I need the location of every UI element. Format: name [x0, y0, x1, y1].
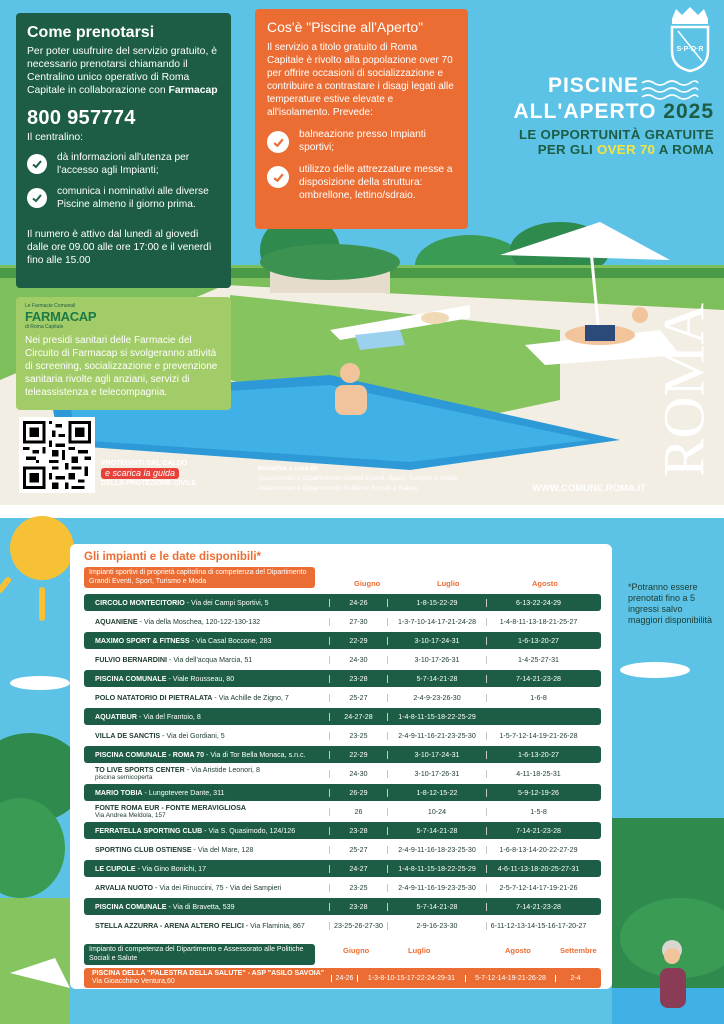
farmacap-text: Nei presidi sanitari delle Farmacie del Circuito di Farmacap si svolgeranno attività di screening, socializzazione e prevenzione sanitaria rivolte agli anziani, servizi di teleassistenza e telecompagnia.: [25, 335, 218, 398]
june-dates: 23-28: [329, 675, 387, 683]
june-dates: 25-27: [329, 846, 387, 854]
header2-july: Luglio: [408, 946, 431, 955]
organizers-title: Iniziativa a cura di:: [258, 465, 319, 472]
july-dates: 1-8-12-15-22: [387, 789, 486, 797]
table-row: [84, 727, 601, 744]
farmacap-card: [16, 297, 231, 410]
category-social-label: Impianto di competenza del Dipartimento e Assessorato alle Politiche Sociali e Salute: [84, 944, 315, 965]
venue-name: MARIO TOBIA - Lungotevere Dante, 311: [95, 788, 225, 797]
june-dates: 23-25: [329, 732, 387, 740]
what-title: Cos'è "Piscine all'Aperto": [267, 19, 424, 35]
june-dates: 24-30: [329, 770, 387, 778]
august-dates: 1-5-8: [486, 808, 590, 816]
july-dates: 2-4-9-11-16-18-23-25-30: [387, 846, 486, 854]
table-row: [84, 803, 601, 820]
table-row: [84, 613, 601, 630]
footnote: *Potranno essere prenotati fino a 5 ingressi salvo maggiori disponibilità: [628, 582, 713, 625]
how-intro: Per poter usufruire del servizio gratuito, è necessario prenotarsi chiamando il Centralino unico operativo di Roma Capitale in collaborazione con Farmacap: [27, 46, 218, 96]
table-row: [84, 765, 601, 782]
organizers: [258, 464, 508, 494]
july-dates: 3-10-17-26-31: [387, 770, 486, 778]
table-row: [84, 860, 601, 877]
title-line3: LE OPPORTUNITÀ GRATUITE: [518, 127, 714, 142]
june-dates: 23-28: [329, 903, 387, 911]
table-row: [84, 708, 601, 725]
table-row: [84, 632, 601, 649]
venue-name: LE CUPOLE - Via Gino Bonichi, 17: [95, 864, 207, 873]
venue-name: CIRCOLO MONTECITORIO - Via dei Campi Sportivi, 5: [95, 598, 269, 607]
check-icon: [27, 154, 47, 174]
september-dates: 2-4: [555, 975, 595, 982]
how-item: comunica i nominativi alle diverse Piscine almeno il giorno prima.: [27, 185, 220, 211]
schedule-table: [70, 544, 612, 989]
guide-line3: DELLA PROTEZIONE CIVILE: [101, 480, 197, 487]
june-dates: 24-26: [329, 599, 387, 607]
flyer-back: [0, 518, 724, 1024]
title-line2: ALL'APERTO 2025: [513, 100, 714, 123]
july-dates: 5-7-14-21-28: [387, 675, 486, 683]
july-dates: 3-10-17-26-31: [387, 656, 486, 664]
table-row: [84, 968, 601, 988]
july-dates: 5-7-14-21-28: [387, 903, 486, 911]
venue-name: AQUANIENE - Via della Moschea, 120-122-130-132: [95, 617, 261, 626]
july-dates: 1-3-8-10-15-17-22-24-29-31: [357, 975, 465, 982]
table-row: [84, 841, 601, 858]
roma-crest-icon: [666, 5, 714, 73]
june-dates: 27-30: [329, 618, 387, 626]
title-line1: PISCINE: [547, 74, 639, 97]
table-row: [84, 651, 601, 668]
table-row: [84, 746, 601, 763]
check-icon: [267, 166, 289, 188]
june-dates: 25-27: [329, 694, 387, 702]
venue-name: STELLA AZZURRA - ARENA ALTERO FELICI - Via Flaminia, 867: [95, 921, 305, 930]
june-dates: 26-29: [329, 789, 387, 797]
july-dates: 1-3-7-10-14-17-21-24-28: [387, 618, 486, 626]
how-item: dà informazioni all'utenza per l'accesso agli Impianti;: [27, 151, 220, 177]
june-dates: 24-27: [329, 865, 387, 873]
august-dates: 6-13-22-24-29: [486, 599, 590, 607]
table-title: Gli impianti e le date disponibili*: [84, 551, 261, 563]
header2-september: Settembre: [560, 946, 597, 955]
july-dates: 10-24: [387, 808, 486, 816]
svg-text:ROMA: ROMA: [651, 302, 717, 478]
august-dates: 7-14-21-23-28: [486, 903, 590, 911]
website-link[interactable]: WWW.COMUNE.ROMA.IT: [532, 483, 646, 494]
venue-name: PISCINA COMUNALE - Via di Bravetta, 539: [95, 902, 235, 911]
what-item: balneazione presso Impianti sportivi;: [267, 128, 456, 154]
venue-name: MAXIMO SPORT & FITNESS - Via Casal Boccone, 283: [95, 636, 272, 645]
august-dates: 6-11-12-13-14-15-16-17-20-27: [486, 922, 590, 930]
how-hours: Il numero è attivo dal lunedì al giovedì dalle ore 09.00 alle ore 17:00 e il venerdì fino alle 15.00: [27, 229, 212, 266]
july-dates: 1-4-8-11-15-18-22-25-29: [387, 713, 486, 721]
july-dates: 1-4-8-11-15-18-22-25-29: [387, 865, 486, 873]
table-row: [84, 822, 601, 839]
june-dates: 24-26: [331, 975, 357, 982]
august-dates: 1-6-8: [486, 694, 590, 702]
table-row: [84, 670, 601, 687]
how-title: Come prenotarsi: [27, 24, 155, 41]
venue-name: FERRATELLA SPORTING CLUB - Via S. Quasimodo, 124/126: [95, 826, 296, 835]
august-dates: 7-14-21-23-28: [486, 675, 590, 683]
venue-name: PISCINA DELLA "PALESTRA DELLA SALUTE" - ASP "ASILO SAVOIA" Via Gioacchino Ventura,60: [92, 970, 325, 985]
table-row: [84, 917, 601, 934]
june-dates: 22-29: [329, 637, 387, 645]
july-dates: 2-4-9-11-16-21-23-25-30: [387, 732, 486, 740]
venue-name: PISCINA COMUNALE - Viale Rousseau, 80: [95, 674, 235, 683]
qr-code[interactable]: [19, 417, 95, 493]
phone-number[interactable]: 800 957774: [27, 107, 136, 129]
venue-name: VILLA DE SANCTIS - Via dei Gordiani, 5: [95, 731, 225, 740]
venue-name: AQUATIBUR - Via del Frantoio, 8: [95, 712, 201, 721]
how-to-book-card: [16, 13, 231, 288]
august-dates: 7-14-21-23-28: [486, 827, 590, 835]
venue-name: FONTE ROMA EUR - FONTE MERAVIGLIOSA Via Andrea Meldola, 157: [95, 803, 246, 819]
august-dates: 1-6-13-20-27: [486, 637, 590, 645]
june-dates: 24-27-28: [329, 713, 387, 721]
june-dates: 26: [329, 808, 387, 816]
august-dates: 1-4-8-11-13-18-21-25-27: [486, 618, 590, 626]
farmacap-top-small: Le Farmacie Comunali: [25, 303, 76, 309]
farmacap-logo: FARMACAP: [25, 309, 97, 324]
what-text: Il servizio a titolo gratuito di Roma Capitale è rivolto alla popolazione over 70 per offrire occasioni di socializzazione e contribuire a contrastare i disagi legati alle temperature estive elevate e all'isolamento. Prevede:: [267, 42, 454, 118]
roma-vertical-title: [651, 285, 720, 495]
august-dates: 1-4-25-27-31: [486, 656, 590, 664]
check-icon: [267, 131, 289, 153]
how-label: Il centralino:: [27, 132, 84, 143]
table-rows: [84, 594, 601, 934]
table-row: [84, 689, 601, 706]
august-dates: 4-11-18-25-31: [486, 770, 590, 778]
july-dates: 3-10-17-24-31: [387, 637, 486, 645]
august-dates: 5-7-12-14-19-21-26-28: [465, 975, 555, 982]
what-is-card: [255, 9, 468, 229]
table-row: [84, 898, 601, 915]
what-item: utilizzo delle attrezzature messe a disposizione della struttura: ombrellone, lettino/sdraio.: [267, 163, 456, 202]
june-dates: 24-30: [329, 656, 387, 664]
check-icon: [27, 188, 47, 208]
venue-name: PISCINA COMUNALE - ROMA 70 - Via di Tor Bella Monaca, s.n.c.: [95, 750, 306, 759]
venue-name: ARVALIA NUOTO - Via dei Rinuccini, 75 - Via dei Sampieri: [95, 883, 282, 892]
flyer-front: [0, 0, 724, 505]
guide-link[interactable]: e scarica la guida: [101, 468, 179, 479]
header-august: Agosto: [532, 579, 558, 588]
venue-name: TO LIVE SPORTS CENTER - Via Aristide Leonori, 8 piscina semicoperta: [95, 765, 260, 781]
farmacap-bottom-small: di Roma Capitale: [25, 324, 64, 330]
july-dates: 3-10-17-24-31: [387, 751, 486, 759]
august-dates: 1-6-8-13-14-20-22-27-29: [486, 846, 590, 854]
table-row: [84, 879, 601, 896]
july-dates: 2-9-16-23-30: [387, 922, 486, 930]
july-dates: 5-7-14-21-28: [387, 827, 486, 835]
organizer-line: Assessorato e Dipartimento Grandi Eventi, Sport, Turismo e Moda: [258, 475, 458, 482]
august-dates: 5-9-12-19-26: [486, 789, 590, 797]
header-july: Luglio: [437, 579, 460, 588]
guide-line1: PROTEGGITI DAL CALDO: [101, 460, 188, 467]
category-sport-label: Impianti sportivi di proprietà capitolina di competenza del Dipartimento Grandi Eventi, Sport, Turismo e Moda: [84, 567, 315, 588]
table-row: [84, 784, 601, 801]
table-row: [84, 594, 601, 611]
august-dates: 1-6-13-20-27: [486, 751, 590, 759]
july-dates: 2-4-9-11-16-19-23-25-30: [387, 884, 486, 892]
august-dates: 1-5-7-12-14-19-21-26-28: [486, 732, 590, 740]
header2-august: Agosto: [505, 946, 531, 955]
title-line4: PER GLI OVER 70 A ROMA: [537, 142, 714, 157]
header-june: Giugno: [354, 579, 381, 588]
venue-name: POLO NATATORIO DI PIETRALATA - Via Achille de Zigno, 7: [95, 693, 289, 702]
june-dates: 23-25-26-27-30: [329, 922, 387, 930]
venue-name: SPORTING CLUB OSTIENSE - Via del Mare, 128: [95, 845, 254, 854]
august-dates: 2-5-7-12-14-17-19-21-26: [486, 884, 590, 892]
june-dates: 22-29: [329, 751, 387, 759]
june-dates: 23-25: [329, 884, 387, 892]
civil-protection-guide[interactable]: [101, 459, 213, 488]
header2-june: Giugno: [343, 946, 370, 955]
organizer-line: Assessorato e Dipartimento Politiche Sociali e Salute: [258, 485, 418, 492]
july-dates: 1-8-15-22-29: [387, 599, 486, 607]
june-dates: 23-28: [329, 827, 387, 835]
svg-text:S·P·Q·R: S·P·Q·R: [676, 46, 704, 53]
waves-icon: [640, 78, 700, 102]
august-dates: 4-6-11-13-18-20-25-27-31: [486, 865, 590, 873]
july-dates: 2-4-9-23-26-30: [387, 694, 486, 702]
venue-name: FULVIO BERNARDINI - Via dell'acqua Marcia, 51: [95, 655, 253, 664]
